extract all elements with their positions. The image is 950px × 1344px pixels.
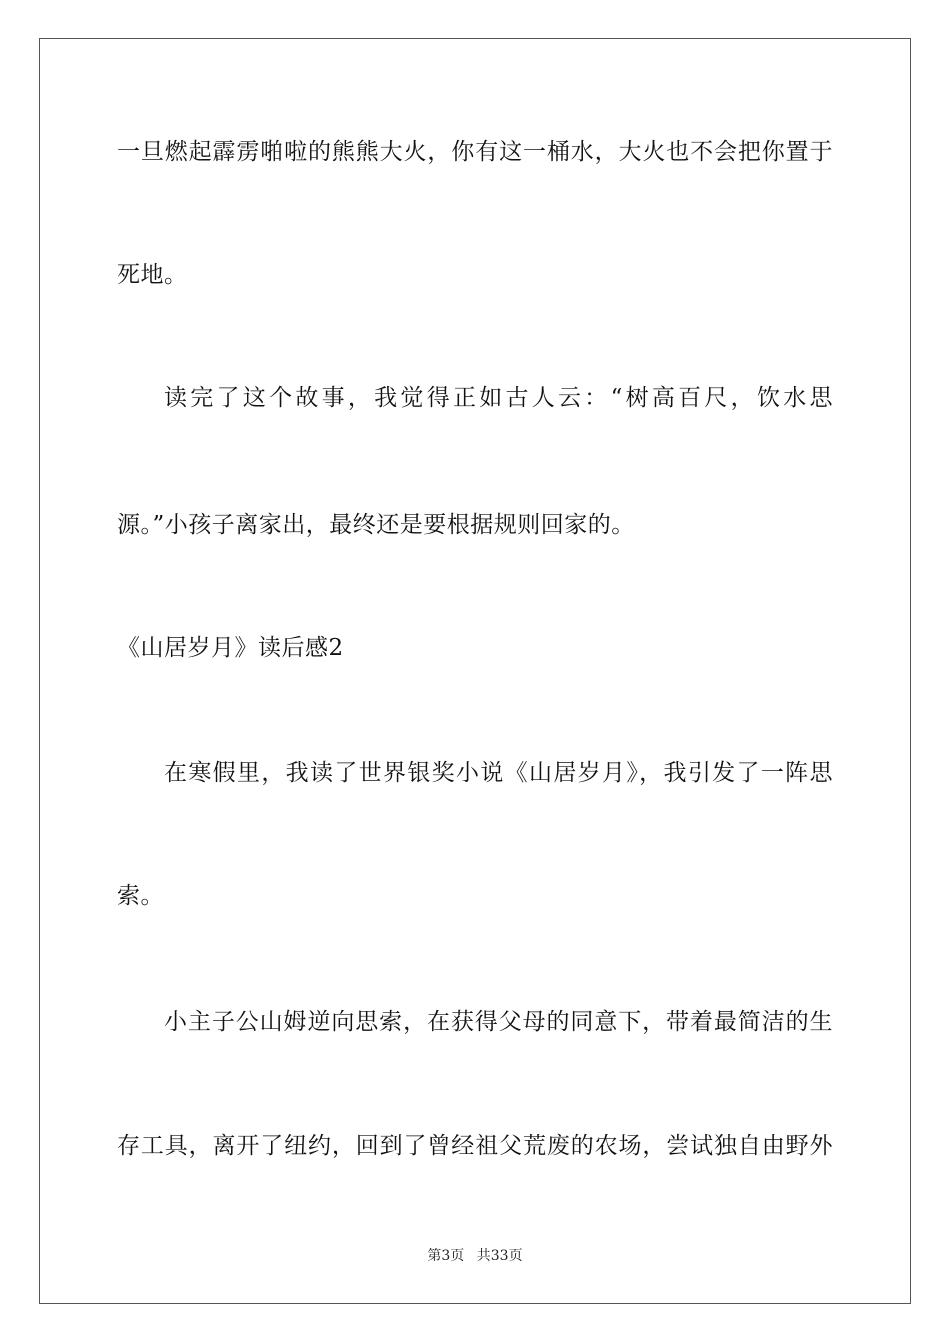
paragraph-line: 小主子公山姆逆向思索，在获得父母的同意下，带着最简洁的生 <box>164 1009 833 1035</box>
section-heading: 《山居岁月》读后感2 <box>117 635 344 661</box>
page-number: 第3页 <box>427 1248 465 1264</box>
page-footer <box>0 1246 950 1266</box>
paragraph-line: 读完了这个故事，我觉得正如古人云：“树高百尺，饮水思 <box>164 385 833 411</box>
paragraph-line: 索。 <box>117 883 164 909</box>
page-frame <box>39 38 911 1304</box>
paragraph-line: 在寒假里，我读了世界银奖小说《山居岁月》，我引发了一阵思 <box>164 760 833 786</box>
paragraph-line: 源。”小孩子离家出，最终还是要根据规则回家的。 <box>117 512 635 538</box>
paragraph-line: 死地。 <box>117 262 188 288</box>
page-total: 共33页 <box>476 1248 523 1264</box>
paragraph-line: 一旦燃起霹雳啪啦的熊熊大火，你有这一桶水，大火也不会把你置于 <box>117 139 833 165</box>
paragraph-line: 存工具，离开了纽约，回到了曾经祖父荒废的农场，尝试独自由野外 <box>117 1133 833 1159</box>
